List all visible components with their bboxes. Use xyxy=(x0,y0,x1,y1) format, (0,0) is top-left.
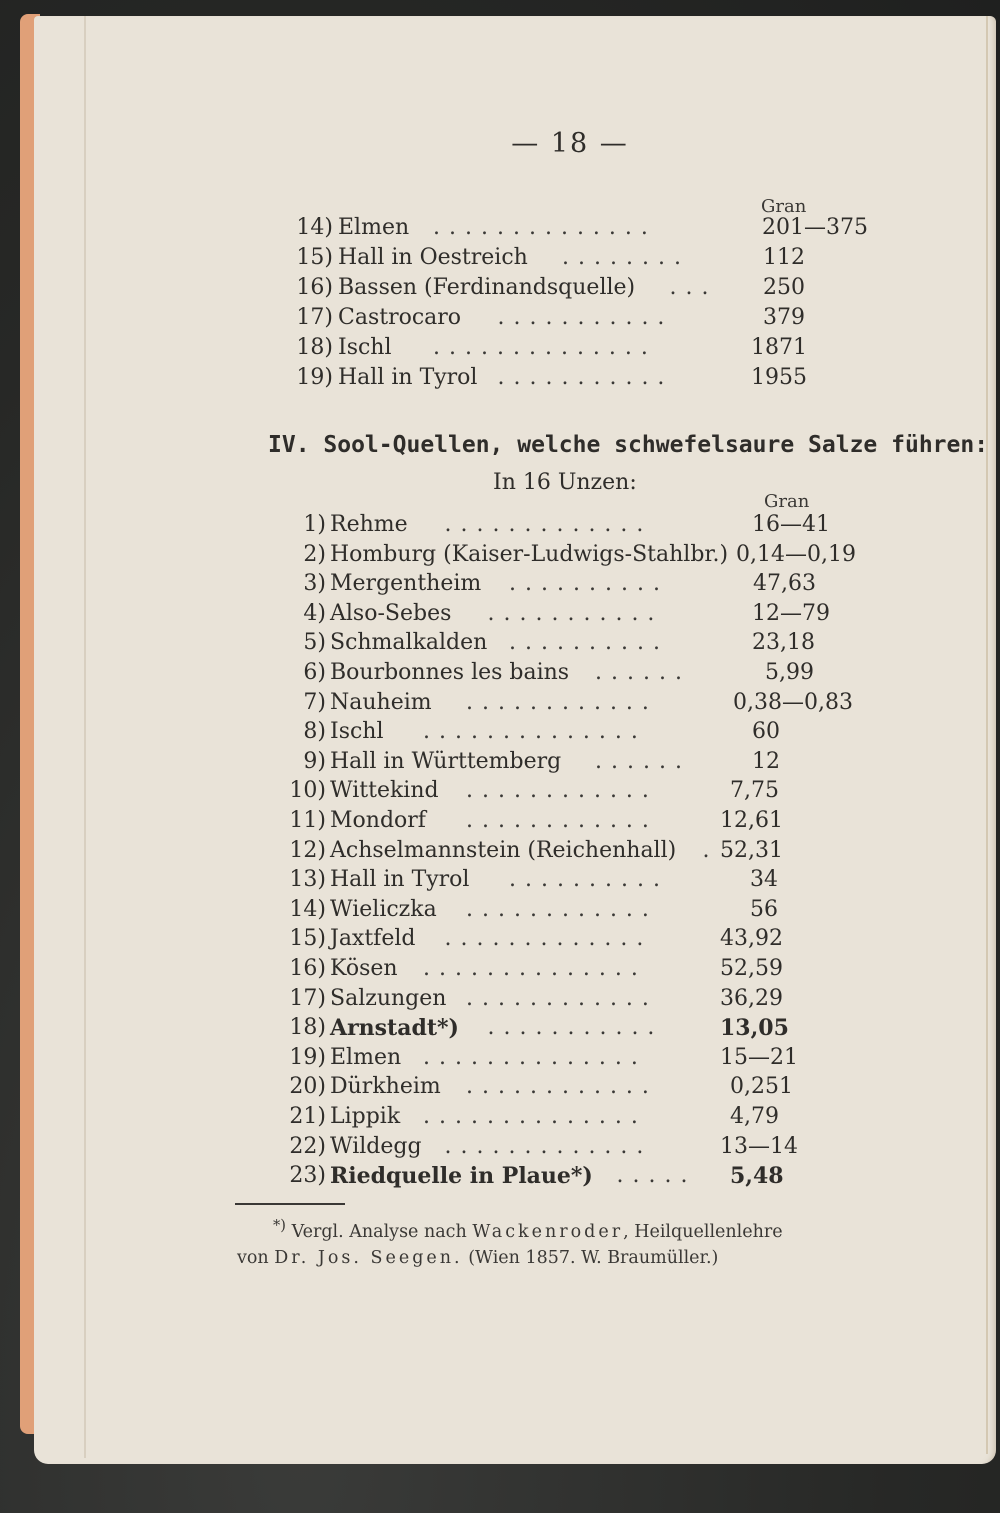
leader-dots: ............. xyxy=(444,512,653,537)
spring-value: 47,63 xyxy=(753,571,816,597)
spring-value: 60 xyxy=(752,719,780,745)
list-item xyxy=(0,984,1000,1014)
item-number: 2) xyxy=(303,541,326,567)
list-item xyxy=(0,628,1000,658)
list-item xyxy=(0,688,1000,718)
spring-value: 112 xyxy=(763,245,805,270)
leader-dots: ............ xyxy=(466,1074,658,1100)
spring-name: Lippik xyxy=(330,1104,401,1129)
footnote-marker: *) xyxy=(273,1217,286,1234)
spring-value: 379 xyxy=(763,305,805,330)
spring-name: Hall in Tyrol xyxy=(338,365,478,390)
list-item xyxy=(0,776,1000,806)
item-number: 12) xyxy=(289,837,326,863)
item-number: 10) xyxy=(289,778,326,804)
spring-name: Elmen xyxy=(338,215,410,240)
item-number: 16) xyxy=(289,956,326,981)
leader-dots: ............ xyxy=(466,808,658,833)
spring-value: 12 xyxy=(752,748,780,774)
footnote-divider xyxy=(235,1203,345,1205)
list-item xyxy=(0,924,1000,954)
item-number: 21) xyxy=(289,1104,326,1129)
item-number: 18) xyxy=(289,1015,326,1041)
list-item xyxy=(0,1043,1000,1073)
leader-dots: ..... xyxy=(616,1163,697,1189)
leader-dots: ............ xyxy=(466,985,658,1011)
spring-name: Mondorf xyxy=(330,808,426,833)
footnote-text-2b: (Wien 1857. W. Braumüller.) xyxy=(462,1247,719,1268)
item-number: 19) xyxy=(296,365,333,390)
leader-dots: . xyxy=(702,837,719,863)
leader-dots: ............. xyxy=(444,926,653,952)
item-number: 20) xyxy=(289,1074,326,1100)
section-subheading: In 16 Unzen: xyxy=(493,470,637,495)
spring-value: 4,79 xyxy=(730,1104,779,1129)
leader-dots: .......... xyxy=(509,630,669,656)
item-number: 3) xyxy=(303,571,326,597)
spring-name: Bourbonnes les bains xyxy=(330,660,570,685)
list-item xyxy=(0,1072,1000,1102)
list-item xyxy=(0,1132,1000,1162)
list-item xyxy=(0,865,1000,895)
item-number: 8) xyxy=(303,719,326,745)
list-item xyxy=(0,569,1000,599)
item-number: 11) xyxy=(289,808,326,833)
list-item xyxy=(0,273,1000,303)
spring-name: Achselmannstein (Reichenhall) xyxy=(330,837,677,863)
leader-dots: ... xyxy=(669,275,718,300)
item-number: 1) xyxy=(303,512,326,537)
leader-dots: ............. xyxy=(444,1133,653,1159)
list-item xyxy=(0,599,1000,629)
spring-value: 201—375 xyxy=(762,215,868,240)
spring-name: Schmalkalden xyxy=(330,630,488,656)
footnote xyxy=(237,1213,897,1271)
spring-value: 13,05 xyxy=(720,1015,789,1042)
list-item xyxy=(0,333,1000,363)
list-item xyxy=(0,658,1000,688)
footnote-author-2: Dr. Jos. Seegen. xyxy=(274,1247,463,1268)
leader-dots: .............. xyxy=(433,335,657,360)
spring-name: Hall in Tyrol xyxy=(330,867,470,893)
leader-dots: ............ xyxy=(466,689,658,715)
spring-name: Rehme xyxy=(330,512,408,537)
spring-name: Hall in Württemberg xyxy=(330,748,562,774)
item-number: 15) xyxy=(296,245,333,270)
footnote-text-2a: von xyxy=(237,1247,275,1268)
item-number: 17) xyxy=(296,305,333,330)
item-number: 5) xyxy=(303,630,326,656)
spring-value: 12,61 xyxy=(720,808,783,833)
item-number: 18) xyxy=(296,335,333,360)
leader-dots: .............. xyxy=(423,1044,647,1070)
leader-dots: .............. xyxy=(423,956,647,981)
unit-header-gran: Gran xyxy=(761,196,807,217)
spring-value: 23,18 xyxy=(752,630,815,656)
spring-value: 1871 xyxy=(751,335,807,360)
list-item xyxy=(0,1013,1000,1043)
leader-dots: ............ xyxy=(466,778,658,804)
leader-dots: ........... xyxy=(487,600,664,626)
leader-dots: ...... xyxy=(595,748,691,774)
list-item xyxy=(0,806,1000,836)
leader-dots: .......... xyxy=(509,571,669,597)
spring-value: 56 xyxy=(750,896,778,922)
spring-name: Homburg (Kaiser-Ludwigs-Stahlbr.) xyxy=(330,541,729,567)
leader-dots: .......... xyxy=(509,867,669,893)
item-number: 17) xyxy=(289,985,326,1011)
spring-name: Wieliczka xyxy=(330,896,437,922)
spring-name: Ischl xyxy=(330,719,384,745)
spring-value: 52,59 xyxy=(720,956,783,981)
list-item xyxy=(0,363,1000,393)
item-number: 22) xyxy=(289,1133,326,1159)
spring-value: 12—79 xyxy=(752,600,830,626)
leader-dots: .............. xyxy=(423,1104,647,1129)
spring-name: Salzungen xyxy=(330,985,447,1011)
spring-name: Elmen xyxy=(330,1044,402,1070)
list-item xyxy=(0,1102,1000,1132)
list-item xyxy=(0,747,1000,777)
item-number: 19) xyxy=(289,1044,326,1070)
spring-value: 15—21 xyxy=(720,1044,798,1070)
leader-dots: ........ xyxy=(562,245,690,270)
list-item xyxy=(0,243,1000,273)
list-item xyxy=(0,540,1000,570)
spring-name: Jaxtfeld xyxy=(330,926,416,952)
list-item xyxy=(0,836,1000,866)
spring-name: Bassen (Ferdinandsquelle) xyxy=(338,275,636,300)
spring-name: Castrocaro xyxy=(338,305,462,330)
spring-name: Also-Sebes xyxy=(330,600,452,626)
list-item xyxy=(0,895,1000,925)
spring-value: 5,99 xyxy=(765,660,814,685)
spring-name: Riedquelle in Plaue*) xyxy=(330,1163,593,1190)
item-number: 14) xyxy=(296,215,333,240)
spring-name: Hall in Oestreich xyxy=(338,245,528,270)
page-number: — 18 — xyxy=(511,128,629,159)
spring-name: Dürkheim xyxy=(330,1074,441,1100)
spring-value: 13—14 xyxy=(720,1133,798,1159)
spring-value: 0,38—0,83 xyxy=(733,689,853,715)
footnote-text-1b: , Heilquellenlehre xyxy=(623,1221,783,1242)
list-item xyxy=(0,717,1000,747)
spring-value: 16—41 xyxy=(752,512,830,537)
spring-name: Wildegg xyxy=(330,1133,422,1159)
spring-value: 1955 xyxy=(751,365,807,390)
spring-name: Ischl xyxy=(338,335,392,360)
item-number: 9) xyxy=(303,748,326,774)
list-item xyxy=(0,510,1000,540)
spring-value: 0,251 xyxy=(730,1074,793,1100)
item-number: 14) xyxy=(289,896,326,922)
leader-dots: ........... xyxy=(497,365,674,390)
item-number: 15) xyxy=(289,926,326,952)
footnote-text-1a: Vergl. Analyse nach xyxy=(291,1221,473,1242)
leader-dots: ........... xyxy=(487,1015,664,1041)
item-number: 4) xyxy=(303,600,326,626)
spring-name: Nauheim xyxy=(330,689,432,715)
footnote-author-1: Wackenroder xyxy=(472,1221,624,1242)
spring-value: 36,29 xyxy=(720,985,783,1011)
item-number: 16) xyxy=(296,275,333,300)
spring-value: 0,14—0,19 xyxy=(736,541,856,567)
item-number: 13) xyxy=(289,867,326,893)
item-number: 7) xyxy=(303,689,326,715)
list-item xyxy=(0,213,1000,243)
list-item xyxy=(0,1161,1000,1191)
leader-dots: ...... xyxy=(595,660,691,685)
spring-value: 7,75 xyxy=(730,778,779,804)
leader-dots: ........... xyxy=(497,305,674,330)
spring-value: 52,31 xyxy=(720,837,783,863)
list-item xyxy=(0,954,1000,984)
spring-value: 34 xyxy=(750,867,778,893)
spring-name: Arnstadt*) xyxy=(330,1015,459,1042)
spring-name: Wittekind xyxy=(330,778,439,804)
spring-name: Mergentheim xyxy=(330,571,482,597)
spring-value: 5,48 xyxy=(730,1163,784,1190)
unit-header-gran-iv: Gran xyxy=(764,491,810,512)
leader-dots: .............. xyxy=(423,719,647,745)
spring-value: 250 xyxy=(763,275,805,300)
leader-dots: .............. xyxy=(433,215,657,240)
leader-dots: ............ xyxy=(466,896,658,922)
spring-value: 43,92 xyxy=(720,926,783,952)
item-number: 23) xyxy=(289,1163,326,1189)
section-heading-iv: IV. Sool-Quellen, welche schwefelsaure Salze führen: xyxy=(268,432,989,458)
item-number: 6) xyxy=(303,660,326,685)
spring-name: Kösen xyxy=(330,956,398,981)
list-item xyxy=(0,303,1000,333)
